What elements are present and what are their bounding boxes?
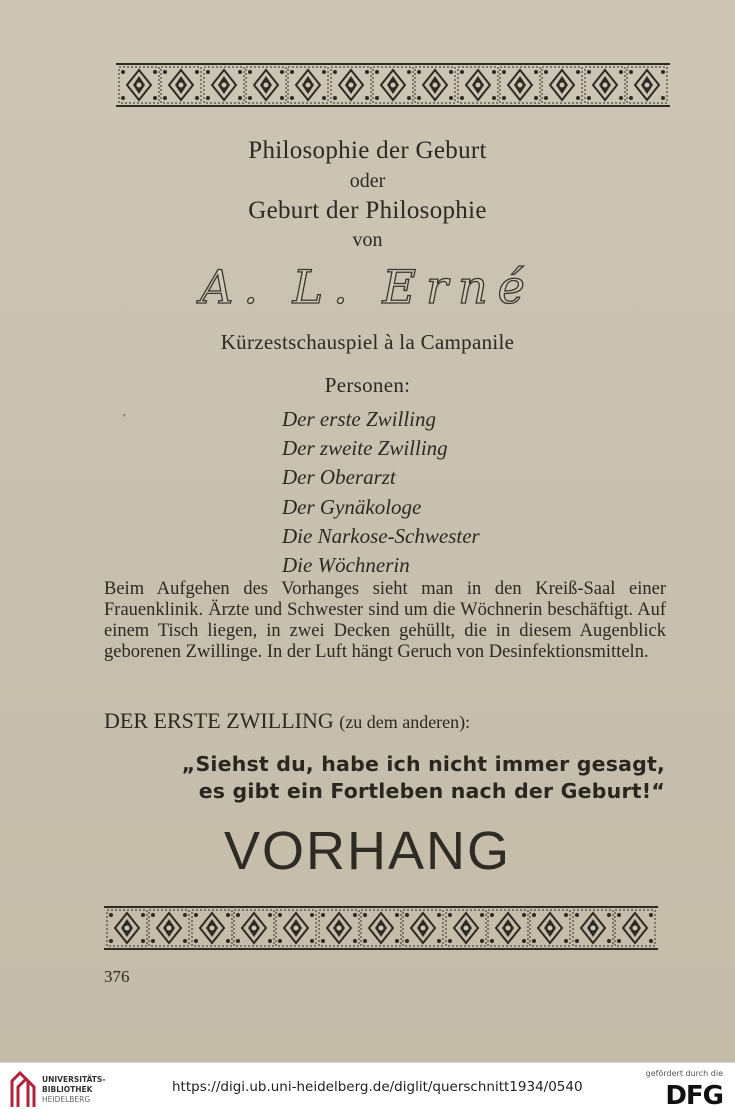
speaker-direction: (zu dem anderen):: [339, 712, 471, 732]
stage-direction: Beim Aufgehen des Vorhanges sieht man in den Kreiß-Saal einer Frauenklinik. Ärzte und Schwester sind um die Wöchnerin beschäftigt. Auf einem Tisch liegen, in zwei Decken gehüllt, die in diesem Augenblick geborenen Zwillinge. In der Luft hängt Geruch von Desinfektionsmitteln.: [104, 579, 666, 662]
ornament-tile-icon: [118, 66, 160, 104]
page-number: 376: [104, 967, 130, 986]
ornament-tile-icon: [245, 66, 287, 104]
ornament-tile-icon: [203, 66, 245, 104]
cast-heading: Personen:: [324, 373, 411, 397]
curtain-heading: VORHANG: [223, 821, 512, 881]
ornament-tile-icon: [626, 66, 668, 104]
ornament-tile-icon: [318, 909, 360, 947]
cast-list: [282, 405, 480, 580]
ornament-tile-icon: [233, 909, 275, 947]
permalink-url[interactable]: https://digi.ub.uni-heidelberg.de/diglit/querschnitt1934/0540: [172, 1079, 583, 1095]
viewer-footer: [0, 1062, 735, 1117]
dfg-logo: DFG: [665, 1081, 723, 1111]
speaker-name: DER ERSTE ZWILLING: [104, 708, 334, 733]
ornament-tile-icon: [160, 66, 202, 104]
ornament-tile-icon: [414, 66, 456, 104]
dialogue-speaker: [104, 708, 470, 734]
subtitle: Kürzestschauspiel à la Campanile: [220, 330, 515, 354]
title-line-1: Philosophie der Geburt: [248, 137, 487, 164]
ornament-tile-icon: [360, 909, 402, 947]
ornament-tile-icon: [287, 66, 329, 104]
dialogue-line-1: „Siehst du, habe ich nicht immer gesagt,: [181, 752, 665, 776]
ornament-tile-icon: [614, 909, 656, 947]
university-library-logo: [8, 1071, 38, 1109]
stray-mark: ´: [120, 413, 127, 429]
ornament-tile-icon: [584, 66, 626, 104]
ornament-tile-icon: [499, 66, 541, 104]
cast-member: Die Wöchnerin: [282, 552, 410, 577]
title-line-3: Geburt der Philosophie: [248, 197, 487, 224]
ornament-tile-icon: [275, 909, 317, 947]
dialogue-line-2: es gibt ein Fortleben nach der Geburt!“: [198, 779, 665, 803]
bottom-ornament-border: [104, 906, 658, 950]
ornament-tile-icon: [457, 66, 499, 104]
ornament-tile-icon: [106, 909, 148, 947]
ornament-tile-icon: [445, 909, 487, 947]
ornament-tile-icon: [372, 66, 414, 104]
ornament-tile-icon: [541, 66, 583, 104]
cast-member: Der zweite Zwilling: [282, 436, 448, 461]
ornament-tile-icon: [330, 66, 372, 104]
ornament-tile-icon: [191, 909, 233, 947]
title-line-4: von: [352, 229, 383, 251]
cast-member: Die Narkose-Schwester: [282, 523, 480, 548]
top-ornament-border: [116, 63, 670, 107]
cast-member: Der Oberarzt: [282, 465, 396, 490]
funding-label: gefördert durch die: [645, 1069, 723, 1078]
library-name: UNIVERSITÄTS- BIBLIOTHEK HEIDELBERG: [42, 1075, 106, 1104]
cast-member: Der erste Zwilling: [282, 407, 437, 431]
ornament-tile-icon: [487, 909, 529, 947]
ornament-tile-icon: [148, 909, 190, 947]
author-name: A. L. Erné: [200, 260, 535, 314]
cast-member: Der Gynäkologe: [282, 494, 422, 519]
ornament-tile-icon: [572, 909, 614, 947]
ornament-tile-icon: [529, 909, 571, 947]
ornament-tile-icon: [402, 909, 444, 947]
title-line-2: oder: [349, 170, 386, 192]
